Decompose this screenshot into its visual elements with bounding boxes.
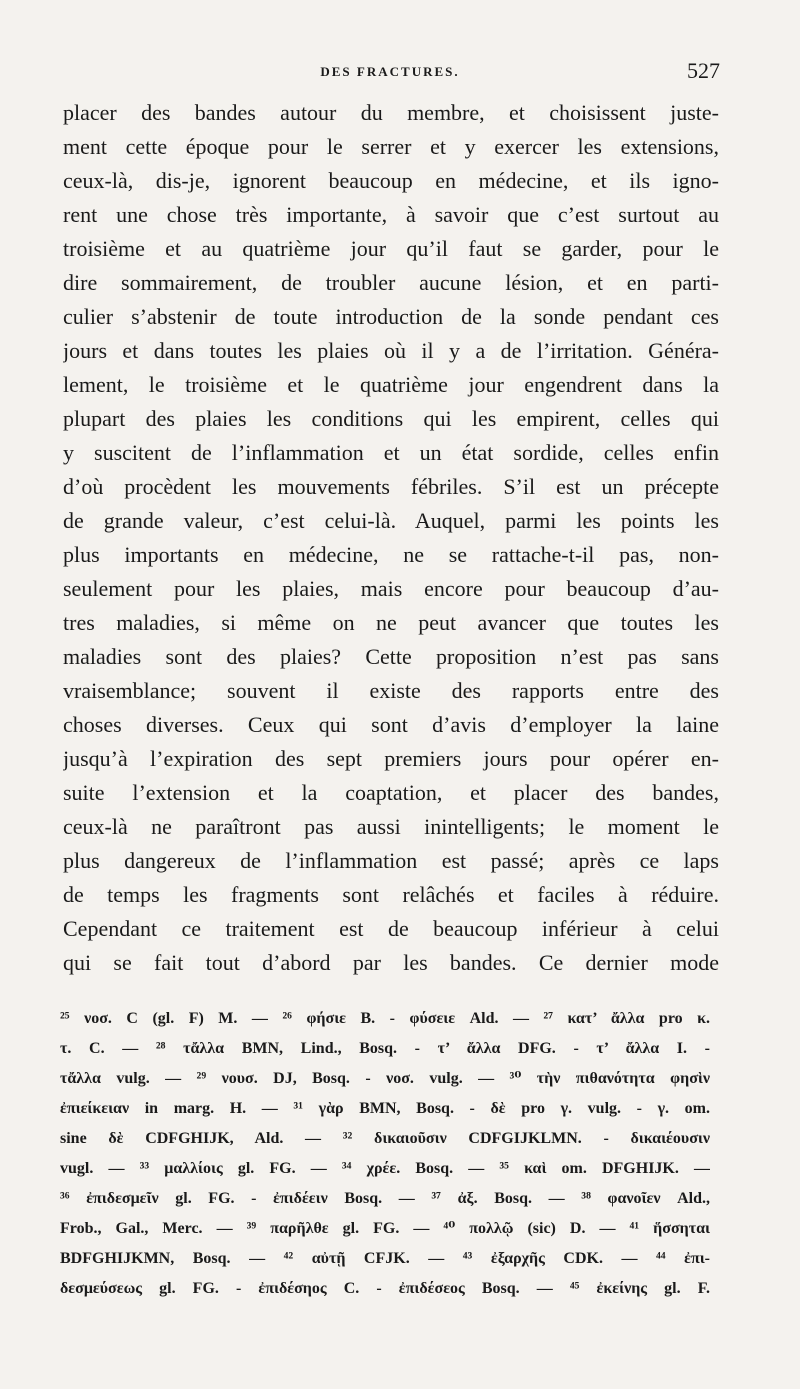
page-number: 527 [687,58,720,83]
body-line: ment cette époque pour le serrer et y exercer les extensions, [63,134,719,159]
footnotes [60,1004,710,1304]
body-line: plus importants en médecine, ne se rattache-t-il pas, non- [63,542,719,567]
body-line: rent une chose très importante, à savoir que c’est surtout au [63,202,719,227]
body-line: maladies sont des plaies? Cette proposition n’est pas sans [63,644,719,669]
body-line: plupart des plaies les conditions qui les empirent, celles qui [63,406,719,431]
body-line: qui se fait tout d’abord par les bandes. Ce dernier mode [63,950,719,975]
body-line: seulement pour les plaies, mais encore pour beaucoup d’au- [63,576,719,601]
body-line: de temps les fragments sont relâchés et faciles à réduire. [63,882,719,907]
body-line: plus dangereux de l’inflammation est passé; après ce laps [63,848,719,873]
body-line: lement, le troisième et le quatrième jour engendrent dans la [63,372,719,397]
running-title: DES FRACTURES. [320,64,460,79]
body-line: ceux-là, dis-je, ignorent beaucoup en médecine, et ils igno- [63,168,719,193]
footnote-line: τἄλλα vulg. — ²⁹ νουσ. DJ, Bosq. - νοσ. vulg. — ³⁰ τὴν πιθανότητα φησὶν [60,1070,710,1087]
body-line: y suscitent de l’inflammation et un état sordide, celles enfin [63,440,719,465]
footnote-line: ²⁵ νοσ. C (gl. F) M. — ²⁶ φήσιε B. - φύσειε Ald. — ²⁷ κατ’ ἄλλα pro κ. [60,1010,710,1027]
body-line: troisième et au quatrième jour qu’il faut se garder, pour le [63,236,719,261]
footnote-line: ³⁶ ἐπιδεσμεῖν gl. FG. - ἐπιδέειν Bosq. — ³⁷ ἀξ. Bosq. — ³⁸ φανοῖεν Ald., [60,1190,710,1207]
body-line: tres maladies, si même on ne peut avancer que toutes les [63,610,719,635]
body-line: dire sommairement, de troubler aucune lésion, et en parti- [63,270,719,295]
body-line: Cependant ce traitement est de beaucoup inférieur à celui [63,916,719,941]
body-line: jours et dans toutes les plaies où il y a de l’irritation. Généra- [63,338,719,363]
body-line: ceux-là ne paraîtront pas aussi inintelligents; le moment le [63,814,719,839]
body-line: de grande valeur, c’est celui-là. Auquel, parmi les points les [63,508,719,533]
body-line: choses diverses. Ceux qui sont d’avis d’employer la laine [63,712,719,737]
body-text [63,96,719,980]
footnote-line: sine δὲ CDFGHIJK, Ald. — ³² δικαιοῦσιν CDFGIJKLMN. - δικαιέουσιν [60,1130,710,1147]
body-line: placer des bandes autour du membre, et choisissent juste- [63,100,719,125]
footnote-line: Frob., Gal., Merc. — ³⁹ παρῆλθε gl. FG. — ⁴⁰ πολλῷ (sic) D. — ⁴¹ ἥσσηται [60,1220,710,1237]
body-line: vraisemblance; souvent il existe des rapports entre des [63,678,719,703]
body-line: suite l’extension et la coaptation, et placer des bandes, [63,780,719,805]
running-head [60,58,720,88]
body-line: culier s’abstenir de toute introduction de la sonde pendant ces [63,304,719,329]
footnote-line: ἐπιείκειαν in marg. H. — ³¹ γὰρ BMN, Bosq. - δὲ pro γ. vulg. - γ. om. [60,1100,710,1117]
footnote-line: BDFGHIJKMN, Bosq. — ⁴² αὐτῇ CFJK. — ⁴³ ἐξαρχῆς CDK. — ⁴⁴ ἐπι- [60,1250,710,1267]
body-line: jusqu’à l’expiration des sept premiers jours pour opérer en- [63,746,719,771]
body-line: d’où procèdent les mouvements fébriles. S’il est un précepte [63,474,719,499]
footnote-line: τ. C. — ²⁸ τἄλλα BMN, Lind., Bosq. - τ’ ἄλλα DFG. - τ’ ἄλλα I. - [60,1040,710,1057]
footnote-line: vugl. — ³³ μαλλίοις gl. FG. — ³⁴ χρέε. Bosq. — ³⁵ καὶ om. DFGHIJK. — [60,1160,710,1177]
footnote-line: δεσμεύσεως gl. FG. - ἐπιδέσηος C. - ἐπιδέσεος Bosq. — ⁴⁵ ἐκείνης gl. F. [60,1280,710,1297]
